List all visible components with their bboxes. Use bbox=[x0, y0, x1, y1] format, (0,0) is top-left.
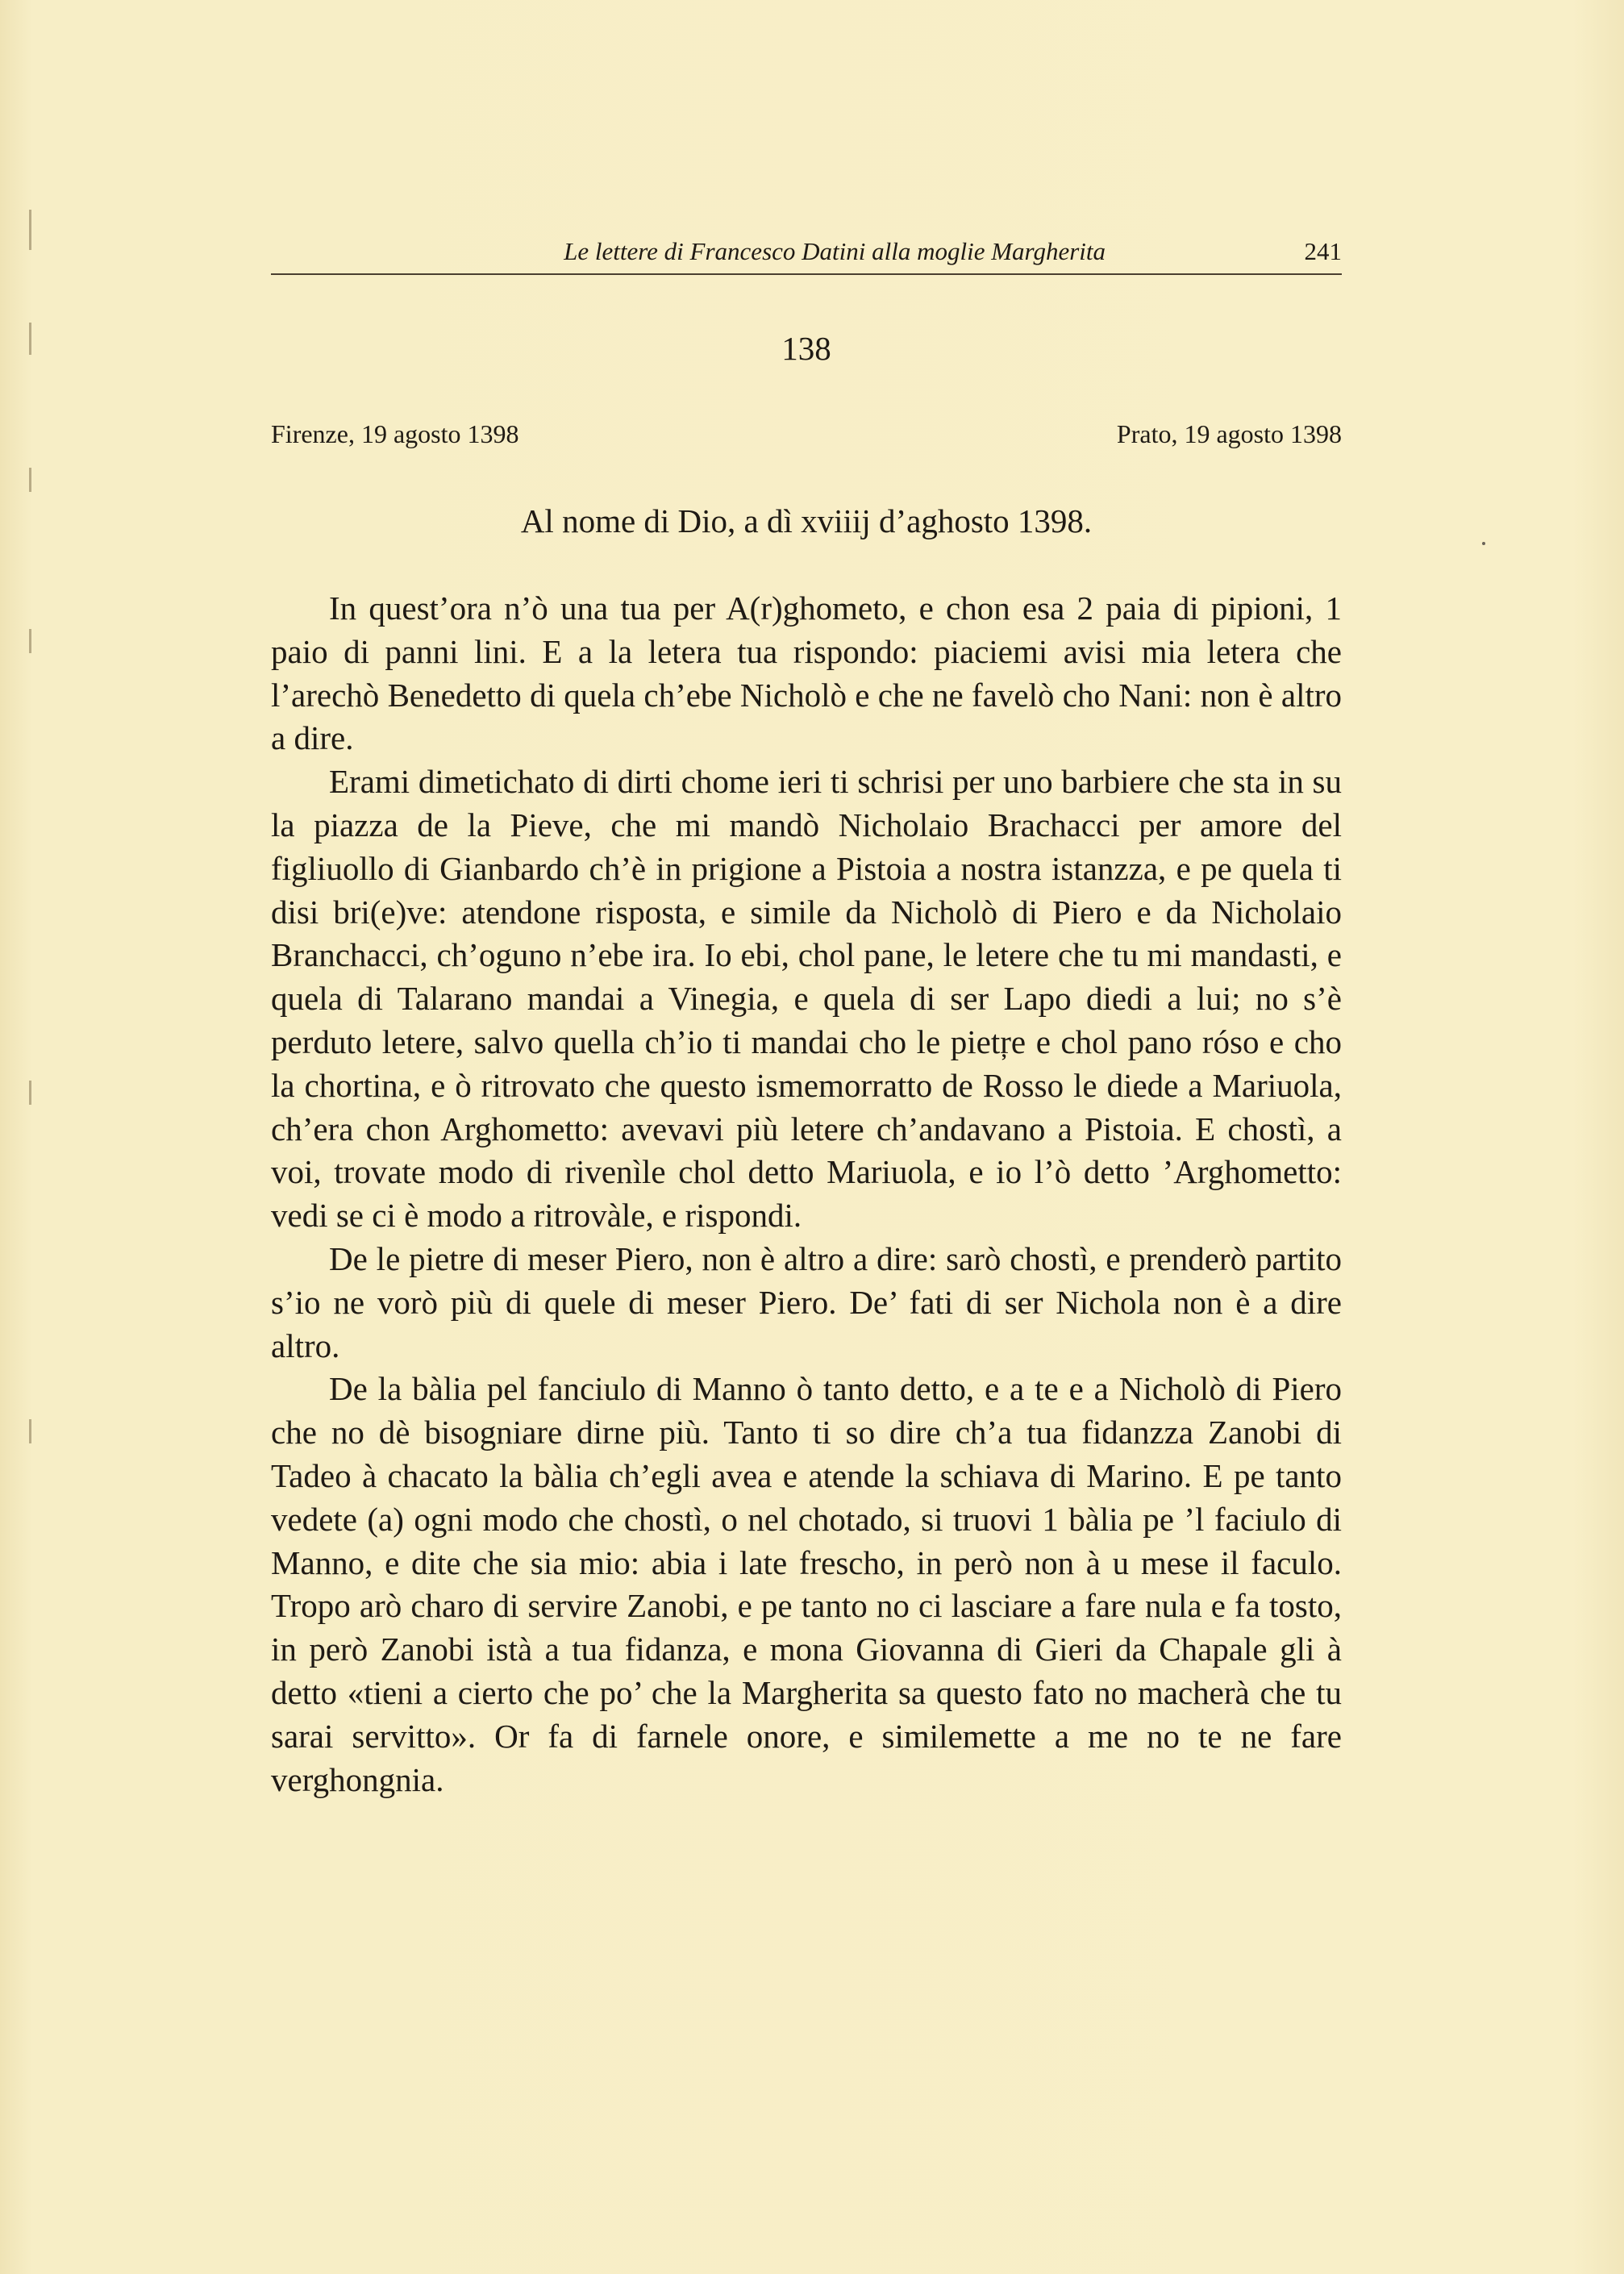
running-header bbox=[271, 234, 1342, 274]
paragraph: De le pietre di meser Piero, non è altro a dire: sarò chostì, e prenderò partito s’io ne vorò più di quele di meser Piero. De’ fati di ser Nichola non è a dire altro. bbox=[271, 1239, 1342, 1364]
page-edge-mark bbox=[29, 1081, 31, 1105]
paragraph: Erami dimetichato di dirti chome ieri ti schrisi per uno barbiere che sta in su la piazza de la Pieve, che mi mandò Nicholaio Brachacci per amore del figliuollo di Gianbardo ch’è in prigione a Pistoia a nostra istanzza, e pe quela ti disi bri(e)ve: atendone risposta, e simile da Nicholò di Piero e da Nicholaio Branchacci, ch’oguno n’ebe ira. Io ebi, chol pane, le letere che tu mi mandasti, e quela di Talarano mandai a Vinegia, e quela di ser Lapo diedi a lui; no s’è perduto letere, salvo quella ch’io ti mandai cho le pietŗe e chol pano róso e cho la chortina, e ò ritrovato che questo ismemorratto de Rosso le diede a Mariuola, ch’era chon Arghometto: avevavi più letere ch’andavano a Pistoia. E chostì, a voi, trovate modo di rivenìle chol detto Mariuola, e io l’ò detto ’Arghometto: vedi se ci è modo a ritrovàle, e rispondi. bbox=[271, 763, 1342, 1235]
page-edge-mark bbox=[29, 1419, 31, 1443]
page-edge-mark bbox=[29, 210, 31, 250]
page-edge-mark bbox=[29, 323, 31, 355]
recipient-place-date: Prato, 19 agosto 1398 bbox=[1116, 419, 1342, 448]
letter-number: 138 bbox=[781, 330, 831, 367]
sender-place-date: Firenze, 19 agosto 1398 bbox=[271, 419, 519, 448]
salutation: Al nome di Dio, a dì xviiij d’aghosto 1398. bbox=[520, 502, 1093, 539]
paragraph: In quest’ora n’ò una tua per A(r)ghometo, e chon esa 2 paia di pipioni, 1 paio di panni lini. E a la letera tua rispondo: piaciemi avisi mia letera che l’arechò Benedetto di quela ch’ebe Nicholò e che ne favelò cho Nani: non è altro a dire. bbox=[271, 589, 1342, 757]
header-rule bbox=[271, 273, 1342, 275]
page-edge-mark bbox=[29, 629, 31, 653]
paragraph: De la bàlia pel fanciulo di Manno ò tanto detto, e a te e a Nicholò di Piero che no dè bisogniare dirne più. Tanto ti so dire ch’a tua fidanzza Zanobi di Tadeo à chacato la bàlia ch’egli avea e atende la schiava di Marino. E pe tanto vedete (a) ogni modo che chostì, o nel chotado, si truovi 1 bàlia pe ’l faciulo di Manno, e dite che sia mio: abia i late frescho, in però non à u mese il faculo. Tropo arò charo di servire Zanobi, e pe tanto no ci lasciare a fare nula e fa tosto, in però Zanobi istà a tua fidanza, e mona Giovanna di Gieri da Chapale gli à detto «tieni a cierto che po’ che la Margherita sa questo fato no macherà che tu sarai servitto». Or fa di farnele onore, e similemette a me no te ne fare verghongnia. bbox=[271, 1370, 1342, 1798]
page-edge-mark bbox=[29, 468, 31, 492]
speck bbox=[1482, 542, 1485, 545]
running-title: Le lettere di Francesco Datini alla moglie Margherita bbox=[564, 237, 1106, 265]
page-number: 241 bbox=[1304, 237, 1342, 265]
letter-body bbox=[271, 587, 1342, 1801]
